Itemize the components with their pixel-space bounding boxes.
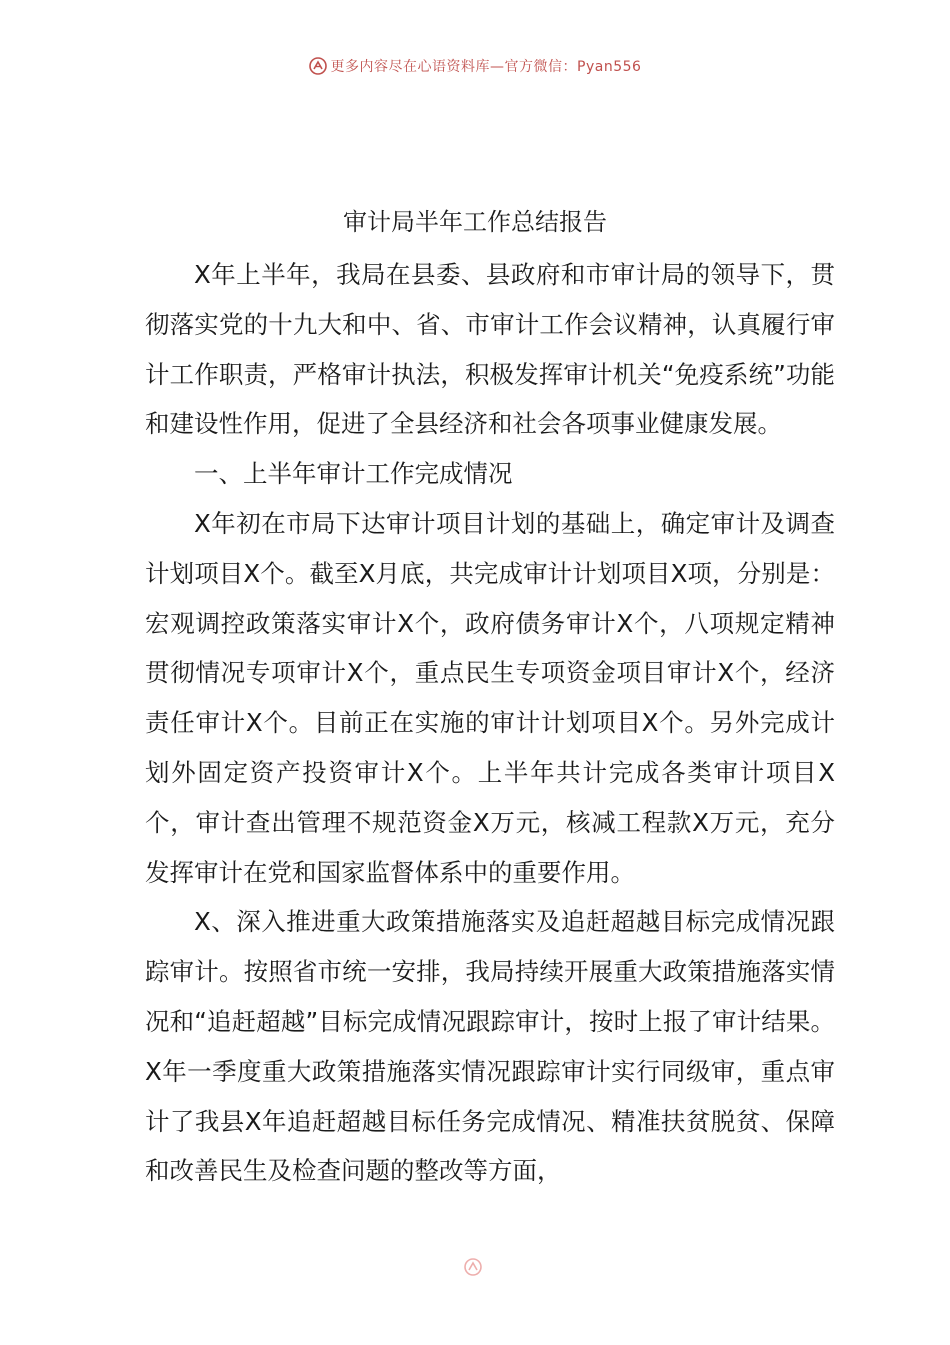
document-title: 审计局半年工作总结报告 [343, 208, 607, 236]
watermark-header [0, 56, 950, 76]
brand-logo-icon [309, 57, 327, 75]
watermark-footer [0, 1258, 950, 1276]
paragraph-summary: X年初在市局下达审计项目计划的基础上，确定审计及调查计划项目X个。截至X月底，共完成审计计划项目X项，分别是：宏观调控政策落实审计X个，政府债务审计X个，八项规定精神贯彻情况专项审计X个，重点民生专项资金项目审计X个，经济责任审计X个。目前正在实施的审计计划项目X个。另外完成计划外固定资产投资审计X个。上半年共计完成各类审计项目X个，审计查出管理不规范资金X万元，核减工程款X万元，充分发挥审计在党和国家监督体系中的重要作用。 [145, 508, 835, 887]
paragraph-tracking-audit: X、深入推进重大政策措施落实及追赶超越目标完成情况跟踪审计。按照省市统一安排，我局持续开展重大政策措施落实情况和“追赶超越”目标完成情况跟踪审计，按时上报了审计结果。X年一季度重大政策措施落实情况跟踪审计实行同级审，重点审计了我县X年追赶超越目标任务完成情况、精准扶贫脱贫、保障和改善民生及检查问题的整改等方面， [145, 907, 835, 1186]
paragraph-intro: X年上半年，我局在县委、县政府和市审计局的领导下，贯彻落实党的十九大和中、省、市审计工作会议精神，认真履行审计工作职责，严格审计执法，积极发挥审计机关“免疫系统”功能和建设性作用，促进了全县经济和社会各项事业健康发展。 [145, 260, 835, 439]
document-body [145, 250, 835, 1196]
section-heading: 一、上半年审计工作完成情况 [194, 459, 513, 489]
watermark-text: 更多内容尽在心语资料库—官方微信：Pyan556 [330, 59, 642, 75]
brand-logo-faded-icon [464, 1258, 482, 1276]
